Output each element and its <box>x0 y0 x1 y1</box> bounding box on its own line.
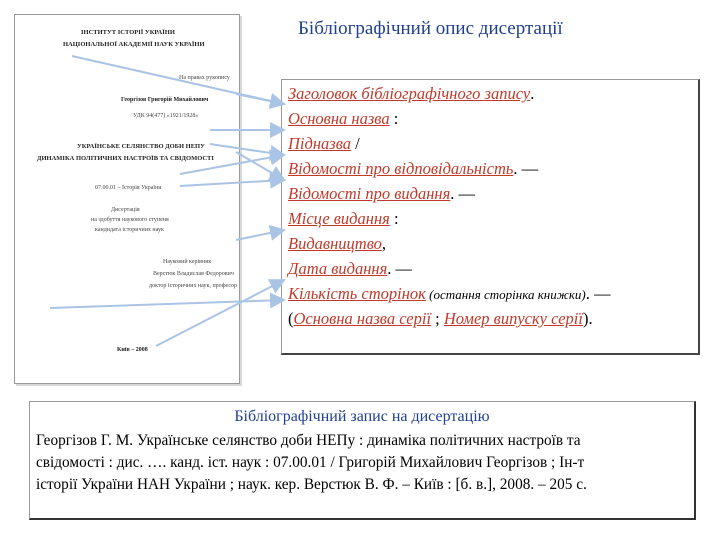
element-date-label: Дата видання <box>288 259 388 278</box>
element-pages: Кількість сторінок (остання сторінка книжки). — <box>288 284 611 303</box>
element-heading: Заголовок бібліографічного запису. <box>288 84 535 103</box>
element-edition-label: Відомості про видання <box>288 184 451 203</box>
arrow-place <box>236 230 284 240</box>
description-elements-box <box>281 79 700 355</box>
element-series: (Основна назва серії ; Номер випуску серії). <box>288 309 593 328</box>
thumb-title-line-1: УКРАЇНСЬКЕ СЕЛЯНСТВО ДОБИ НЕПУ <box>77 143 205 150</box>
bibliographic-record-box <box>29 401 696 520</box>
thumb-degree-3: кандидата історичних наук <box>95 227 164 233</box>
thumb-rights: На правах рукопису <box>179 75 230 81</box>
thumb-institute: ІНСТИТУТ ІСТОРІЇ УКРАЇНИ <box>81 29 175 36</box>
thumb-advisor-3: доктор історичних наук, професор <box>149 283 238 289</box>
element-main-title: Основна назва : <box>288 109 399 128</box>
element-responsibility-label: Відомості про відповідальність <box>288 159 514 178</box>
element-responsibility: Відомості про відповідальність. — <box>288 159 539 178</box>
thumb-title-line-2: ДИНАМІКА ПОЛІТИЧНИХ НАСТРОЇВ ТА СВІДОМОСТІ <box>37 155 214 162</box>
element-date: Дата видання. — <box>288 259 413 278</box>
element-main-title-label: Основна назва <box>288 109 390 128</box>
element-heading-label: Заголовок бібліографічного запису <box>288 84 531 103</box>
element-pages-label: Кількість сторінок <box>288 284 426 303</box>
thumb-author: Георгізов Григорій Михайлович <box>121 97 209 103</box>
thumb-academy: НАЦІОНАЛЬНОЇ АКАДЕМІЇ НАУК УКРАЇНИ <box>63 41 205 48</box>
thumb-degree-2: на здобуття наукового ступеня <box>91 217 169 223</box>
thumb-city-year: Київ – 2008 <box>117 347 148 353</box>
element-subtitle: Підназва / <box>288 134 360 153</box>
arrow-author <box>236 94 284 104</box>
slide-title: Бібліографічний опис дисертації <box>298 18 563 39</box>
element-place: Місце видання : <box>288 209 399 228</box>
element-pages-note: (остання сторінка книжки) <box>425 287 586 302</box>
record-line-2: свідомості : дис. …. канд. іст. наук : 07.00.01 / Григорій Михайлович Георгізов ; Ін-т <box>36 454 585 471</box>
element-edition: Відомості про видання. — <box>288 184 476 203</box>
arrow-responsibility <box>236 152 284 180</box>
dissertation-title-page-thumbnail <box>14 14 240 384</box>
thumb-udc: УДК 94(477) «1921/1928» <box>133 113 199 119</box>
thumb-advisor-2: Верстюк Владислав Федорович <box>153 271 234 277</box>
thumb-degree-1: Дисертація <box>111 207 140 213</box>
thumb-specialty: 07.00.01 – Історія України <box>95 185 162 191</box>
element-series-number-label: Номер випуску серії <box>443 309 583 328</box>
record-title: Бібліографічний запис на дисертацію <box>234 408 490 425</box>
record-line-1: Георгізов Г. М. Українське селянство доби НЕПу : динаміка політичних настроїв та <box>36 432 581 449</box>
record-line-3: історії України НАН України ; наук. кер. Верстюк В. Ф. – Київ : [б. в.], 2008. – 205 с. <box>36 476 587 493</box>
element-publisher-label: Видавництво <box>288 234 382 253</box>
element-subtitle-label: Підназва <box>288 134 352 153</box>
element-place-label: Місце видання <box>288 209 390 228</box>
thumb-advisor-1: Науковий керівник <box>163 259 212 265</box>
element-publisher: Видавництво, <box>288 234 387 253</box>
element-series-title-label: Основна назва серії <box>293 309 432 328</box>
